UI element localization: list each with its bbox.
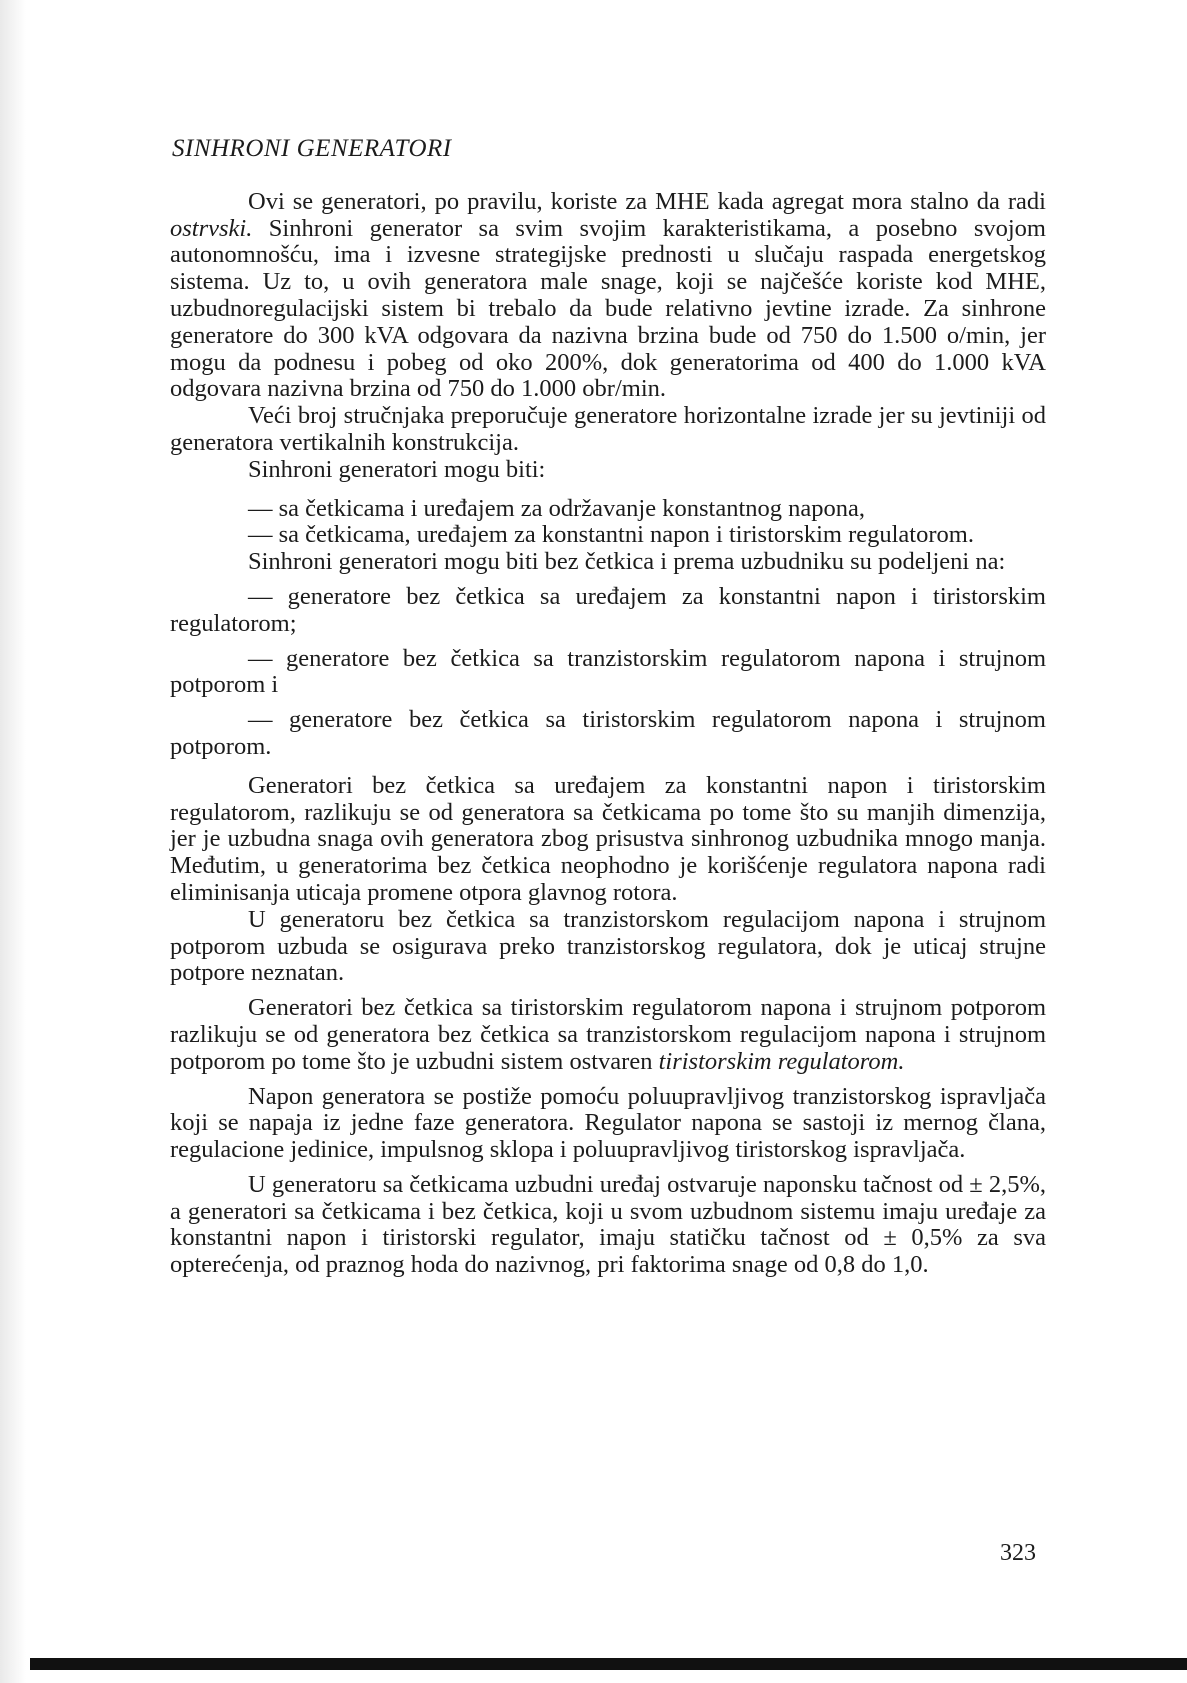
list-2-item-1: — generatore bez četkica sa uređajem za konstantni napon i tiristorskim regulatorom; <box>170 582 1046 637</box>
list-2-item-3: — generatore bez četkica sa tiristorskim regulatorom napona i strujnom potporom. <box>170 706 1046 760</box>
list-2-item-2: — generatore bez četkica sa tranzistorskim regulatorom napona i strujnom potporom i <box>170 644 1046 699</box>
section-heading: SINHRONI GENERATORI <box>172 135 452 162</box>
page-number: 323 <box>1000 1540 1036 1566</box>
paragraph-3: Sinhroni generatori mogu biti: <box>248 455 546 483</box>
paragraph-5: Generatori bez četkica sa uređajem za konstantni napon i tiristorskim regulatorom, razlikuju se od generatora sa četkicama po tome što su manjih dimenzija, jer je uzbudna snaga ovih generatora zbog prisustva sinhronog uzbudnika mnogo manja. Međutim, u generatorima bez četkica neophodno je korišćenje regulatora napona radi eliminisanja uticaja promene otpora glavnog rotora. <box>170 771 1046 906</box>
paragraph-7 <box>170 995 1046 1075</box>
paragraph-1-text-a: Ovi se generatori, po pravilu, koriste za MHE kada agregat mora stalno da radi <box>248 187 1046 215</box>
paragraph-1 <box>170 189 1046 403</box>
paragraph-8: Napon generatora se postiže pomoću poluupravljivog tranzistorskog ispravljača koji se napaja iz jedne faze generatora. Regulator napona se sastoji iz mernog člana, regulacione jedinice, impulsnog sklopa i poluupravljivog tiristorskog ispravljača. <box>170 1082 1046 1164</box>
paragraph-1-text-b: Sinhroni generator sa svim svojim karakteristikama, a posebno svojom autonomnošću, ima i izvesne strategijske prednosti u slučaju raspada energetskog sistema. Uz to, u ovih generatora male snage, koji se najčešće koriste kod MHE, uzbudnoregulacijski sistem bi trebalo da bude relativno jevtine izrade. Za sinhrone generatore do 300 kVA odgovara da nazivna brzina bude od 750 do 1.500 o/min, jer mogu da podnesu i pobeg od oko 200%, dok generatorima od 400 do 1.000 kVA odgovara nazivna brzina od 750 do 1.000 obr/min. <box>170 214 1046 403</box>
page-body <box>170 136 1046 1279</box>
paragraph-9: U generatoru sa četkicama uzbudni uređaj ostvaruje naponsku tačnost od ± 2,5%, a generatori sa četkicama i bez četkica, koji u svom uzbudnom sistemu imaju uređaje za konstantni napon i tiristorski regulator, imaju statičku tačnost od ± 0,5% za sva opterećenja, od praznog hoda do nazivnog, pri faktorima snage od 0,8 do 1,0. <box>170 1170 1046 1279</box>
paragraph-1-emphasis: ostrvski. <box>170 214 253 242</box>
paragraph-2: Veći broj stručnjaka preporučuje generatore horizontalne izrade jer su jevtiniji od generatora vertikalnih konstrukcija. <box>170 402 1046 456</box>
paragraph-4: Sinhroni generatori mogu biti bez četkica i prema uzbudniku su podeljeni na: <box>248 548 1006 576</box>
scan-margin <box>0 0 26 1683</box>
scan-bottom-border <box>30 1658 1187 1670</box>
paragraph-7-text: Generatori bez četkica sa tiristorskim regulatorom napona i strujnom potporom razlikuju se od generatora bez četkica sa tranzistorskom regulacijom napona i strujnom potporom po tome što je uzbudni sistem ostvaren <box>170 994 1046 1075</box>
list-1-item-2: — sa četkicama, uređajem za konstantni napon i tiristorskim regulatorom. <box>248 521 974 549</box>
list-1-item-1: — sa četkicama i uređajem za održavanje konstantnog napona, <box>248 494 866 522</box>
paragraph-7-emphasis: tiristorskim regulatorom. <box>658 1047 905 1075</box>
paragraph-6: U generatoru bez četkica sa tranzistorskom regulacijom napona i strujnom potporom uzbuda se osigurava preko tranzistorskog regulatora, dok je uticaj strujne potpore neznatan. <box>170 905 1046 987</box>
